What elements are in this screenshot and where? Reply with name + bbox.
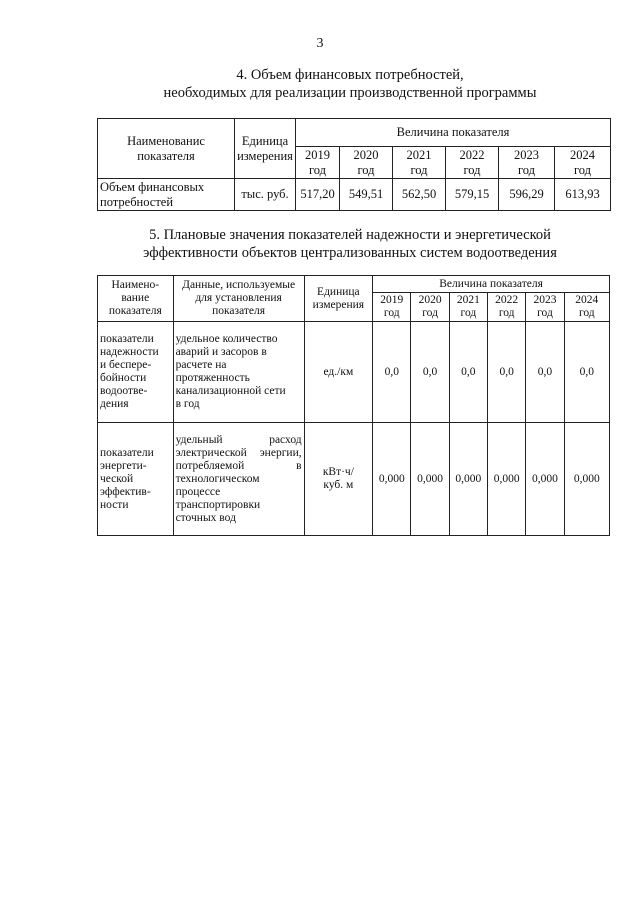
row-unit: тыс. руб.	[235, 179, 296, 211]
year-header: 2023 год	[499, 147, 555, 179]
section5-title-line1: 5. Плановые значения показателей надежности и энергетической	[149, 227, 551, 243]
section4-title	[90, 66, 610, 102]
value-cell: 562,50	[393, 179, 446, 211]
value-cell: 517,20	[296, 179, 340, 211]
row-source-data: удельный расход электрической энергии, потребляемой в технологическом процессе транспортировки сточных вод	[173, 423, 304, 536]
header-unit: Единица измерения	[304, 276, 373, 322]
year-header: 2023 год	[526, 293, 564, 322]
table-row	[98, 322, 610, 423]
value-cell: 0,000	[449, 423, 487, 536]
year-header: 2022 год	[446, 147, 499, 179]
value-cell: 0,000	[373, 423, 411, 536]
value-cell: 0,000	[564, 423, 609, 536]
section4-title-line1: 4. Объем финансовых потребностей,	[236, 67, 464, 83]
value-cell: 0,0	[488, 322, 526, 423]
header-unit: Единица измерения	[235, 119, 296, 179]
value-cell: 0,0	[449, 322, 487, 423]
page-number: 3	[316, 36, 324, 51]
value-cell: 0,0	[526, 322, 564, 423]
year-header: 2024 год	[555, 147, 611, 179]
year-header: 2021 год	[393, 147, 446, 179]
value-cell: 0,000	[488, 423, 526, 536]
row-source-data: удельное количество аварий и засоров в расчете на протяженность канализационной сети в год	[173, 322, 304, 423]
header-indicator-name: Наименованис показателя	[98, 119, 235, 179]
year-header: 2020 год	[411, 293, 449, 322]
value-cell: 0,0	[373, 322, 411, 423]
value-cell: 596,29	[499, 179, 555, 211]
financial-needs-table	[97, 118, 611, 211]
table-row	[98, 179, 611, 211]
row-indicator-name: Объем финансовых потребностей	[98, 179, 235, 211]
header-value: Величина показателя	[373, 276, 610, 293]
value-cell: 579,15	[446, 179, 499, 211]
header-value: Величина показателя	[296, 119, 611, 147]
row-indicator-name: показатели энергети- ческой эффектив- ности	[98, 423, 174, 536]
year-header: 2019 год	[373, 293, 411, 322]
value-cell: 0,0	[411, 322, 449, 423]
row-unit: кВт·ч/ куб. м	[304, 423, 373, 536]
section5-title-line2: эффективности объектов централизованных систем водоотведения	[143, 245, 557, 261]
table-row	[98, 423, 610, 536]
value-cell: 0,000	[526, 423, 564, 536]
value-cell: 549,51	[340, 179, 393, 211]
value-cell: 0,000	[411, 423, 449, 536]
year-header: 2020 год	[340, 147, 393, 179]
row-indicator-name: показатели надежности и беспере- бойности водоотве- дения	[98, 322, 174, 423]
year-header: 2024 год	[564, 293, 609, 322]
value-cell: 0,0	[564, 322, 609, 423]
section4-title-line2: необходимых для реализации производственной программы	[163, 85, 537, 101]
year-header: 2019 год	[296, 147, 340, 179]
row-unit: ед./км	[304, 322, 373, 423]
year-header: 2021 год	[449, 293, 487, 322]
header-source-data: Данные, используемые для установления показателя	[173, 276, 304, 322]
header-indicator-name: Наимено- вание показателя	[98, 276, 174, 322]
value-cell: 613,93	[555, 179, 611, 211]
reliability-efficiency-table	[97, 275, 610, 536]
section5-title	[90, 226, 610, 262]
year-header: 2022 год	[488, 293, 526, 322]
